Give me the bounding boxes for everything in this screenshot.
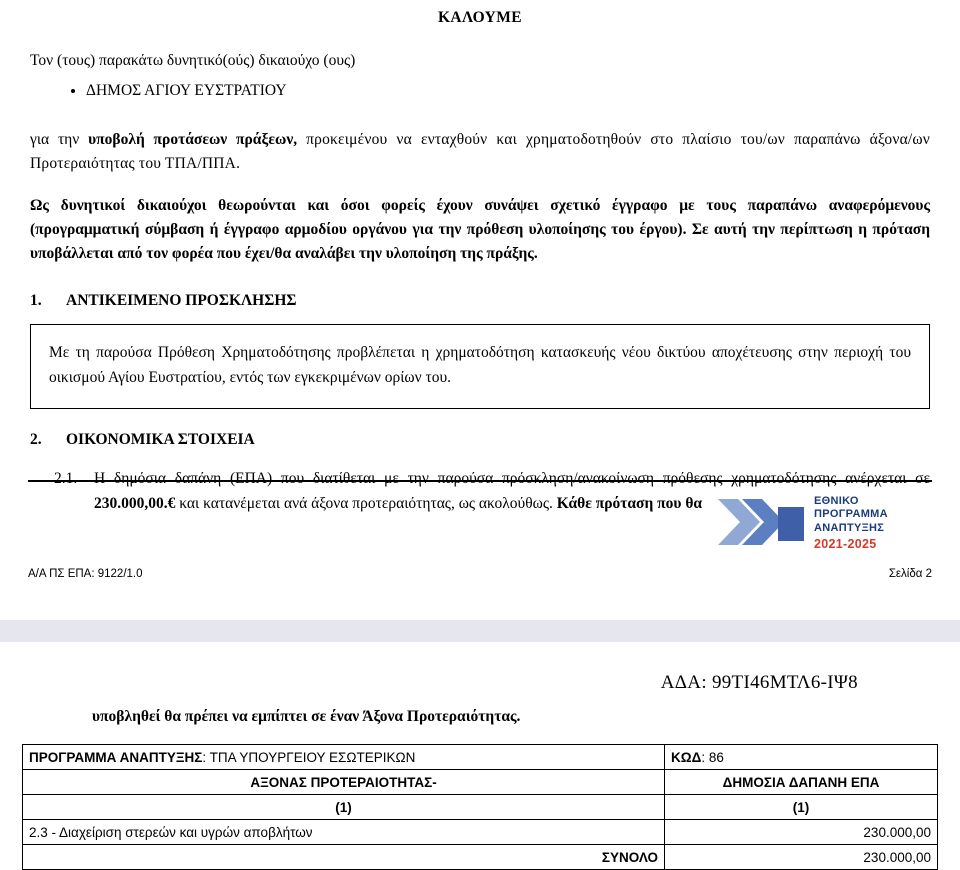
- section-2-heading: [30, 431, 930, 449]
- subitem-amount: 230.000,00.€: [94, 495, 176, 513]
- axis-label-cell: 2.3 - Διαχείριση στερεών και υγρών αποβλήτων: [23, 820, 665, 845]
- epa-logo: [718, 487, 928, 557]
- paragraph-bold-phrase: υποβολή προτάσεων πράξεων,: [88, 130, 298, 148]
- program-label: ΠΡΟΓΡΑΜΜΑ ΑΝΑΠΤΥΞΗΣ: [29, 749, 203, 765]
- logo-years: 2021-2025: [814, 537, 877, 552]
- financial-table: [22, 744, 938, 870]
- section-1-content-box: Με τη παρούσα Πρόθεση Χρηματοδότησης προβλέπεται η χρηματοδότηση κατασκευής νέου δικτύου αποχέτευσης στην περιοχή του οικισμού Αγίου Ευστρατίου, εντός των εγκεκριμένων ορίων του.: [30, 324, 930, 410]
- section-2-title: ΟΙΚΟΝΟΜΙΚΑ ΣΤΟΙΧΕΙΑ: [66, 431, 255, 449]
- code-label: ΚΩΔ: [671, 749, 702, 765]
- logo-line-3: ΑΝΑΠΤΥΞΗΣ: [814, 521, 885, 534]
- expense-header: ΔΗΜΟΣΙΑ ΔΑΠΑΝΗ ΕΠΑ: [665, 770, 938, 795]
- logo-line-1: ΕΘΝΙΚΟ: [814, 495, 859, 507]
- page-title: ΚΑΛΟΥΜΕ: [437, 9, 523, 26]
- paragraph-rest: προκειμένου να ενταχθούν και χρηματοδοτηθούν στο πλαίσιο του/ων παραπάνω άξονα/ων Προτεραιότητας του ΤΠΑ/ΠΠΑ.: [30, 130, 931, 172]
- section-2-number: 2.: [30, 431, 42, 449]
- intro-paragraph: Τον (τους) παρακάτω δυνητικό(ούς) δικαιούχο (ους): [30, 52, 356, 69]
- subitem-number: 2.1.: [54, 470, 78, 488]
- program-cell: [23, 745, 665, 770]
- table-row: [23, 795, 938, 820]
- footer-page-number: Σελίδα 2: [888, 568, 932, 580]
- table-row: [23, 820, 938, 845]
- code-value: : 86: [701, 749, 724, 765]
- expense-subheader: (1): [665, 795, 938, 820]
- logo-line-2: ΠΡΟΓΡΑΜΜΑ: [814, 508, 888, 521]
- footer-divider: [28, 480, 932, 482]
- subitem-text-part2: και κατανέμεται ανά άξονα προτεραιότητας, ως ακολούθως.: [175, 495, 557, 513]
- beneficiary-list: [30, 79, 930, 104]
- paragraph-eligible-beneficiaries: Ως δυνητικοί δικαιούχοι θεωρούνται και όσοι φορείς έχουν συνάψει σχετικό έγγραφο με τους παραπάνω αναφερόμενους (προγραμματική σύμβαση ή έγγραφο αρμοδίου οργάνου για την πρόθεση υλοποίησης του έργου). Σε αυτή την περίπτωση η πρόταση υποβάλλεται από τον φορέα που έχει/θα αναλάβει την υλοποίηση της πράξης.: [30, 196, 930, 262]
- paragraph-lead: για την: [30, 130, 89, 148]
- axis-subheader: (1): [23, 795, 665, 820]
- code-cell: [665, 745, 938, 770]
- axis-header: ΑΞΟΝΑΣ ΠΡΟΤΕΡΑΙΟΤΗΤΑΣ-: [23, 770, 665, 795]
- page-footer: [28, 568, 932, 580]
- axis-value-cell: 230.000,00: [665, 820, 938, 845]
- section-1-heading: [30, 292, 930, 310]
- table-row: [23, 845, 938, 870]
- section-1-title: ΑΝΤΙΚΕΙΜΕΝΟ ΠΡΟΣΚΛΗΣΗΣ: [66, 291, 297, 309]
- logo-text-block: [814, 495, 888, 552]
- continuation-text: υποβληθεί θα πρέπει να εμπίπτει σε έναν Άξονα Προτεραιότητας.: [92, 708, 521, 725]
- page-separator-band: [0, 620, 960, 642]
- program-value: : ΤΠΑ ΥΠΟΥΡΓΕΙΟΥ ΕΣΩΤΕΡΙΚΩΝ: [202, 749, 416, 765]
- footer-reference: Α/Α ΠΣ ΕΠΑ: 9122/1.0: [28, 568, 143, 580]
- ada-code: ΑΔΑ: 99ΤΙ46ΜΤΛ6-ΙΨ8: [660, 672, 858, 693]
- list-item: • ΔΗΜΟΣ ΑΓΙΟΥ ΕΥΣΤΡΑΤΙΟΥ: [86, 79, 930, 104]
- paragraph-submission: [30, 128, 930, 176]
- subitem-text-part1: Η δημόσια δαπάνη (ΕΠΑ) που διατίθεται με την παρούσα πρόσκληση/ανακοίνωση πρόθεσης χρηματοδότησης ανέρχεται σε: [94, 470, 930, 488]
- section-1-number: 1.: [30, 291, 42, 309]
- table-row: [23, 745, 938, 770]
- subitem-bold-tail: Κάθε πρόταση που θα: [556, 495, 703, 513]
- total-label-cell: ΣΥΝΟΛΟ: [23, 845, 665, 870]
- table-row: [23, 770, 938, 795]
- chevron-logo-icon: [718, 491, 810, 553]
- total-value-cell: 230.000,00: [665, 845, 938, 870]
- page-lower-section: [0, 642, 960, 863]
